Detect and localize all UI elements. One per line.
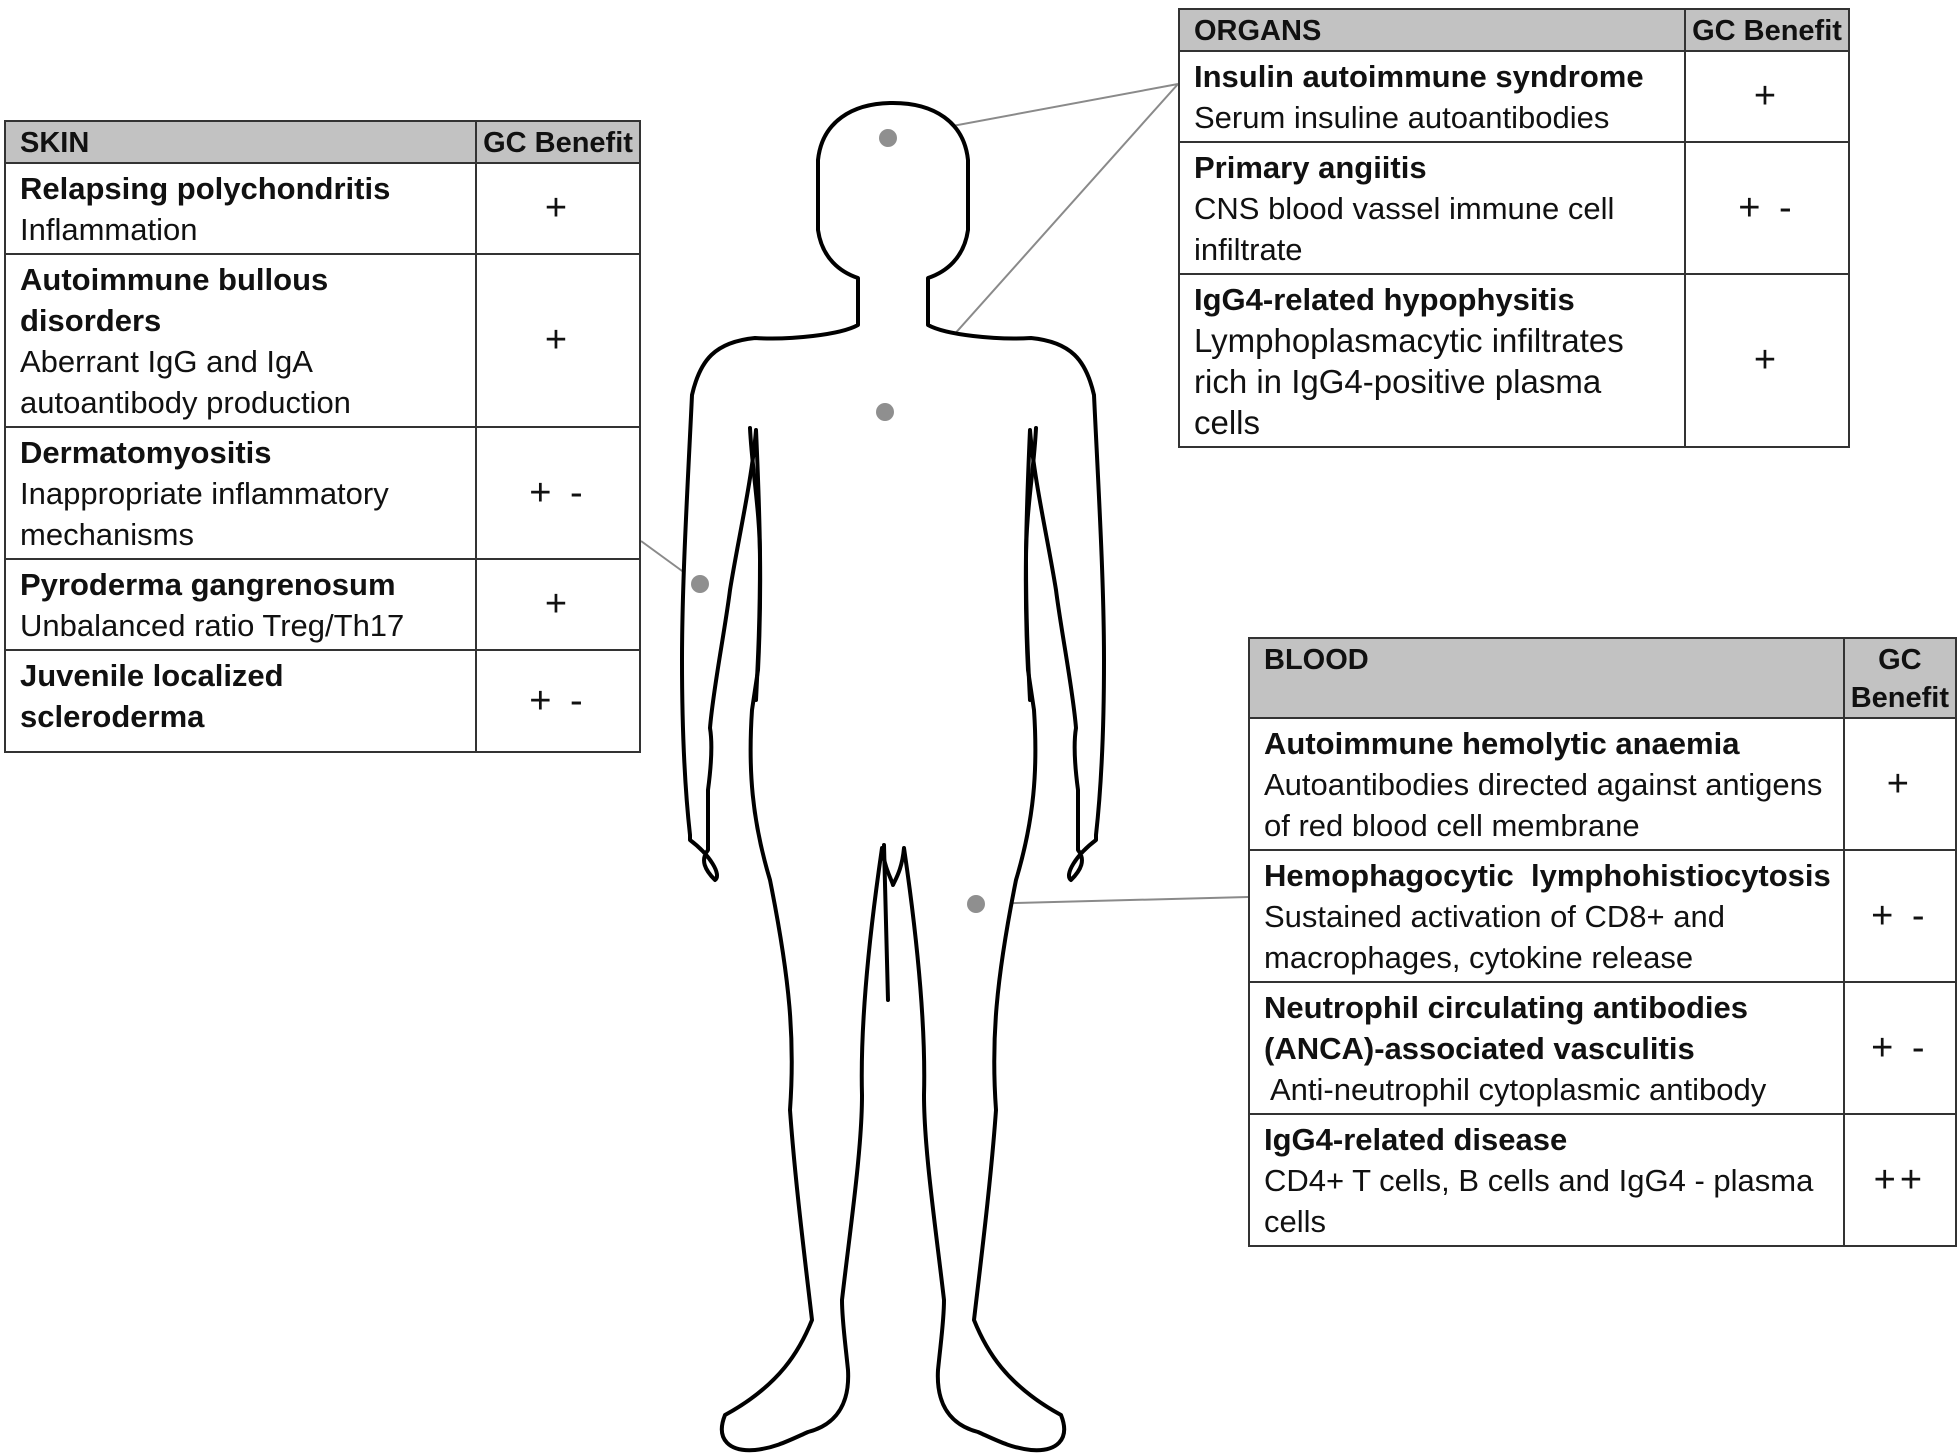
gc-benefit-value: + - <box>1685 142 1849 274</box>
skin-table <box>4 120 641 753</box>
table-row <box>1249 850 1956 982</box>
disease-mechanism: Inappropriate inflammatory mechanisms <box>20 476 389 552</box>
table-row <box>5 559 640 650</box>
blood-title: BLOOD <box>1249 638 1844 718</box>
disease-name: IgG4-related disease <box>1264 1122 1568 1157</box>
disease-name: Hemophagocytic lymphohistiocytosis <box>1264 858 1831 893</box>
table-row <box>1249 718 1956 850</box>
chest-marker-dot <box>876 403 894 421</box>
gc-benefit-value: + <box>1844 718 1956 850</box>
gc-benefit-value: ++ <box>1844 1114 1956 1246</box>
gc-benefit-value: + - <box>1844 850 1956 982</box>
disease-name: Primary angiitis <box>1194 150 1427 185</box>
blood-benefit-header: GC Benefit <box>1844 638 1956 718</box>
table-row <box>1179 274 1849 447</box>
table-row <box>1179 142 1849 274</box>
organs-title: ORGANS <box>1179 9 1685 51</box>
blood-table <box>1248 637 1957 1247</box>
disease-mechanism: Inflammation <box>20 212 198 247</box>
table-row <box>5 650 640 752</box>
gc-benefit-value: + - <box>476 650 640 752</box>
human-silhouette <box>682 103 1104 1450</box>
disease-name: Relapsing polychondritis <box>20 171 391 206</box>
disease-mechanism: CNS blood vassel immune cell infiltrate <box>1194 191 1615 267</box>
disease-name: IgG4-related hypophysitis <box>1194 282 1575 317</box>
disease-mechanism: Lymphoplasmacytic infiltrates rich in IgG4-positive plasma cells <box>1194 322 1624 441</box>
table-row <box>5 254 640 427</box>
disease-mechanism: Unbalanced ratio Treg/Th17 <box>20 608 405 643</box>
gc-benefit-value: + <box>1685 274 1849 447</box>
disease-mechanism: Anti-neutrophil cytoplasmic antibody <box>1270 1072 1767 1107</box>
disease-name: Insulin autoimmune syndrome <box>1194 59 1644 94</box>
disease-mechanism: Sustained activation of CD8+ and macrophages, cytokine release <box>1264 899 1725 975</box>
disease-name: Dermatomyositis <box>20 435 272 470</box>
table-row <box>1179 51 1849 142</box>
gc-benefit-value: + <box>1685 51 1849 142</box>
organs-table <box>1178 8 1850 448</box>
disease-name: Autoimmune hemolytic anaemia <box>1264 726 1740 761</box>
head-marker-dot <box>879 129 897 147</box>
table-row <box>1249 982 1956 1114</box>
skin-title: SKIN <box>5 121 476 163</box>
gc-benefit-value: + <box>476 254 640 427</box>
disease-mechanism: CD4+ T cells, B cells and IgG4 - plasma cells <box>1264 1163 1814 1239</box>
disease-mechanism: Aberrant IgG and IgA autoantibody production <box>20 344 351 420</box>
leg-marker-dot <box>967 895 985 913</box>
gc-benefit-value: + <box>476 559 640 650</box>
organs-benefit-header: GC Benefit <box>1685 9 1849 51</box>
skin-benefit-header: GC Benefit <box>476 121 640 163</box>
gc-benefit-value: + - <box>1844 982 1956 1114</box>
gc-benefit-value: + - <box>476 427 640 559</box>
connector-leg-blood <box>976 897 1248 904</box>
arm-marker-dot <box>691 575 709 593</box>
table-row <box>5 163 640 254</box>
disease-mechanism: Autoantibodies directed against antigens of red blood cell membrane <box>1264 767 1823 843</box>
disease-name: Pyroderma gangrenosum <box>20 567 396 602</box>
disease-name: Neutrophil circulating antibodies (ANCA)-associated vasculitis <box>1264 990 1748 1066</box>
disease-name: Autoimmune bullous disorders <box>20 262 329 338</box>
disease-mechanism: Serum insuline autoantibodies <box>1194 100 1610 135</box>
table-row <box>5 427 640 559</box>
table-row <box>1249 1114 1956 1246</box>
gc-benefit-value: + <box>476 163 640 254</box>
disease-name: Juvenile localized scleroderma <box>20 658 284 734</box>
